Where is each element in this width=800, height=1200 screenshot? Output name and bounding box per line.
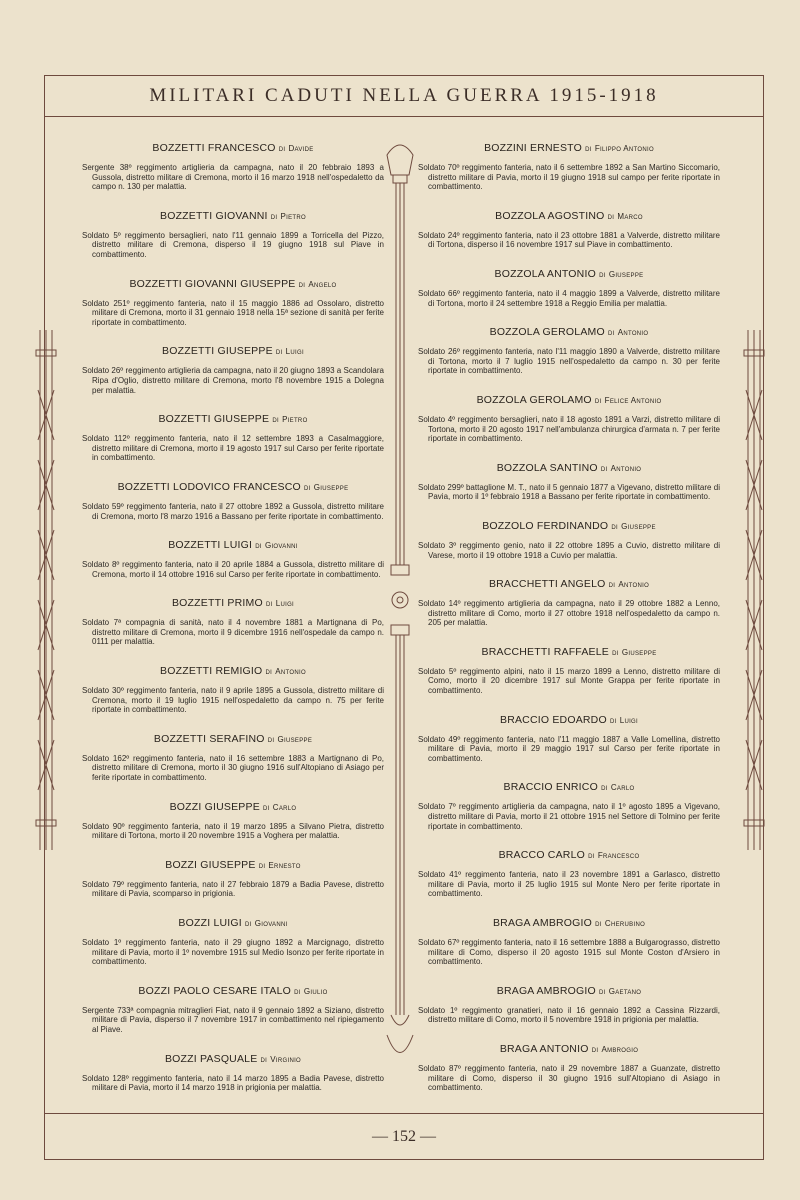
entry-father: Carlo — [610, 783, 635, 793]
entry-father: Antonio — [618, 580, 650, 590]
entry-di: di — [263, 802, 270, 812]
entry-text: Soldato 66º reggimento fanteria, nato il 4 maggio 1899 a Valverde, distretto militare di Tortona, morto il 24 settembre 1918 a Reggio Emilia per malattia. — [418, 288, 720, 308]
entry-di: di — [275, 347, 283, 357]
entry-text: Sergente 733ª compagnia mitraglieri Fiat, nato il 9 gennaio 1892 a Siziano, distretto militare di Pavia, disperso il 7 novembre 1917 in combattimento nel ripiegamento al Piave. — [82, 1005, 384, 1034]
entry-name — [82, 142, 384, 154]
entry-father: Carlo — [272, 802, 297, 812]
entry-father: Filippo Antonio — [594, 144, 654, 153]
entry-father: Cherubino — [604, 919, 646, 928]
entry-di: di — [294, 986, 301, 996]
entry-di: di — [594, 395, 602, 405]
entry-text: Sergente 38º reggimento artiglieria da campagna, nato il 20 febbraio 1893 a Gussola, distretto militare di Cremona, morto il 16 marzo 1918 nell'ospedaletto da campo n. 130 per malattia. — [82, 163, 384, 192]
entry — [418, 917, 720, 967]
entry-di: di — [278, 144, 286, 153]
page-number: — 152 — — [372, 1127, 436, 1145]
entry — [418, 210, 720, 250]
entry-di: di — [267, 734, 275, 744]
entry — [418, 462, 720, 502]
entry-father: Francesco — [597, 851, 640, 861]
entry-name — [418, 462, 720, 474]
entry-name — [418, 714, 720, 726]
entry-surname: BRAGA AMBROGIO — [492, 917, 593, 929]
left-column — [82, 116, 384, 1114]
entry-di: di — [607, 211, 615, 221]
entry — [418, 142, 720, 192]
entry — [82, 801, 384, 841]
entry — [82, 917, 384, 967]
entry-surname: BOZZOLA ANTONIO — [494, 267, 596, 280]
entry-di: di — [585, 144, 592, 153]
entry-surname: BOZZOLA GEROLAMO — [476, 393, 592, 406]
entry — [82, 210, 384, 260]
entry-text: Soldato 70º reggimento fanteria, nato il 6 settembre 1892 a San Martino Siccomario, distretto militare di Pavia, morto il 19 giugno 1918 sul campo per ferite riportate in combattimento. — [418, 163, 720, 192]
entry-surname: BOZZETTI GIUSEPPE — [158, 413, 270, 426]
entry-father: Antonio — [610, 463, 642, 473]
entry-name — [418, 520, 720, 532]
entry — [418, 985, 720, 1025]
entry-di: di — [270, 211, 278, 221]
entry-text: Soldato 79º reggimento fanteria, nato il 27 febbraio 1879 a Badia Pavese, distretto militare di Pavia, scomparso in prigionia. — [82, 879, 384, 899]
entry-text: Soldato 1º reggimento fanteria, nato il 29 giugno 1892 a Marcignago, distretto militare di Pavia, morto il 1º novembre 1915 sul Medio Isonzo per ferite riportate in combattimento. — [82, 938, 384, 967]
entry-name — [82, 210, 384, 222]
entry-text: Soldato 59º reggimento fanteria, nato il 27 ottobre 1892 a Gussola, distretto militare di Cremona, morto l'8 marzo 1916 a Bassano per ferite riportate in combattimento. — [82, 501, 384, 521]
entry-text: Soldato 49º reggimento fanteria, nato l'11 maggio 1887 a Valle Lomellina, distretto militare di Pavia, morto il 29 maggio 1917 sul Carso per ferite riportate in combattimento. — [418, 734, 720, 763]
entry-surname: BOZZETTI FRANCESCO — [152, 142, 276, 154]
entry-text: Soldato 162º reggimento fanteria, nato il 16 settembre 1883 a Martignano di Po, distretto militare di Cremona, morto il 30 giugno 1916 sull'Altopiano di Asiago per ferite riportate in combattimento. — [82, 753, 384, 783]
entry-surname: BOZZETTI PRIMO — [171, 597, 263, 610]
entry-father: Giovanni — [264, 541, 298, 551]
entry-name — [418, 326, 720, 338]
entry-di: di — [598, 986, 606, 996]
entry — [418, 326, 720, 376]
entry-surname: BOZZINI ERNESTO — [484, 142, 582, 154]
entry-father: Giuseppe — [313, 482, 349, 492]
footer-bar — [45, 1113, 763, 1159]
entry-di: di — [298, 279, 306, 289]
entry-father: Felice Antonio — [604, 395, 662, 405]
entry — [82, 413, 384, 463]
entry-name — [418, 1043, 720, 1055]
entry-text: Soldato 14º reggimento artiglieria da campagna, nato il 29 ottobre 1882 a Lenno, distretto militare di Como, morto il 27 ottobre 1918 nell'ospedaletto da campo n. 205 per malattia. — [418, 599, 720, 628]
entry-father: Ambrogio — [601, 1044, 639, 1054]
entry-text: Soldato 251º reggimento fanteria, nato il 15 maggio 1886 ad Ossolaro, distretto militare di Cremona, morto il 31 gennaio 1918 nella 15ª sezione di sanità per ferite riportate in combattimento. — [82, 298, 384, 327]
entry-father: Marco — [617, 211, 643, 221]
entry-surname: BOZZETTI SERAFINO — [153, 732, 265, 745]
entry-surname: BOZZETTI LODOVICO FRANCESCO — [117, 480, 301, 493]
entry-surname: BRAGA AMBROGIO — [496, 984, 596, 997]
entry-name — [82, 413, 384, 425]
entry-father: Giuseppe — [277, 734, 313, 744]
entry — [418, 394, 720, 444]
entry-surname: BRACCHETTI ANGELO — [488, 578, 606, 591]
entry-di: di — [258, 860, 266, 870]
entry-di: di — [595, 919, 602, 928]
entry — [418, 520, 720, 560]
entry-name — [82, 481, 384, 493]
entry-name — [82, 733, 384, 745]
entry — [82, 985, 384, 1035]
entry-name — [418, 268, 720, 280]
entry-surname: BRACCHETTI RAFFAELE — [481, 645, 609, 658]
entry-text: Soldato 26º reggimento artiglieria da campagna, nato il 20 giugno 1893 a Scandolara Ripa d'Oglio, distretto militare di Cremona, morto l'8 novembre 1915 a Dolegna per malattia. — [82, 366, 384, 395]
entry-text: Soldato 7ª compagnia di sanità, nato il 4 novembre 1881 a Martignana di Po, distretto militare di Cremona, morto il 9 dicembre 1916 nell'ospedale da campo n. 0111 per malattia. — [82, 618, 384, 647]
entry-di: di — [265, 599, 273, 609]
entry-di: di — [265, 667, 273, 677]
entry-text: Soldato 299º battaglione M. T., nato il 5 gennaio 1877 a Vigevano, distretto militare di Pavia, morto il 1º febbraio 1918 a Bassano per ferite riportate in combattimento. — [418, 482, 720, 502]
entry-name — [82, 859, 384, 871]
entry-surname: BOZZI LUIGI — [178, 917, 242, 929]
entry-text: Soldato 30º reggimento fanteria, nato il 9 aprile 1895 a Gussola, distretto militare di Cremona, morto il 19 luglio 1915 nell'ospedaletto da campo n. 75 per ferite riportate in combattimento. — [82, 686, 384, 715]
entry-surname: BOZZI PAOLO CESARE ITALO — [138, 984, 292, 997]
entry-di: di — [601, 783, 608, 793]
entry-surname: BOZZI GIUSEPPE — [165, 858, 256, 871]
entry-text: Soldato 3º reggimento genio, nato il 22 ottobre 1895 a Cuvio, distretto militare di Varese, morto il 19 ottobre 1918 a Cuvio per malattia. — [418, 540, 720, 560]
entry-di: di — [588, 851, 595, 861]
entry-name — [418, 917, 720, 929]
entry-father: Ernesto — [268, 860, 301, 870]
entry-di: di — [599, 269, 606, 279]
entry-surname: BOZZETTI LUIGI — [168, 539, 253, 552]
entry-father: Angelo — [308, 279, 337, 289]
entry-text: Soldato 90º reggimento fanteria, nato il 19 marzo 1895 a Silvano Pietra, distretto militare di Tortona, morto il 20 novembre 1915 a Voghera per malattia. — [82, 821, 384, 841]
entry-name — [82, 539, 384, 551]
entry-name — [82, 345, 384, 357]
entry — [82, 1053, 384, 1093]
entry — [418, 714, 720, 764]
entry — [82, 481, 384, 521]
entry-surname: BRACCIO EDOARDO — [499, 713, 607, 726]
entry-di: di — [260, 1054, 268, 1064]
central-fasces-ornament — [383, 135, 417, 1070]
entry-father: Giovanni — [254, 919, 288, 928]
entry-name — [82, 665, 384, 677]
entry — [82, 142, 384, 192]
entry-text: Soldato 24º reggimento fanteria, nato il 23 ottobre 1881 a Valverde, distretto militare di Tortona, disperso il 16 novembre 1917 sul Piave in combattimento. — [418, 230, 720, 250]
entry-surname: BOZZI GIUSEPPE — [169, 800, 260, 813]
entry-surname: BOZZETTI REMIGIO — [160, 665, 263, 678]
entry — [82, 597, 384, 647]
page-title: MILITARI CADUTI NELLA GUERRA 1915-1918 — [149, 85, 659, 106]
entry — [418, 268, 720, 308]
entry-di: di — [304, 482, 311, 492]
entry-surname: BOZZETTI GIUSEPPE — [162, 345, 273, 358]
entry-di: di — [608, 580, 616, 590]
entry-text: Soldato 5º reggimento bersaglieri, nato l'11 gennaio 1899 a Torricella del Pizzo, distretto militare di Cremona, disperso il 19 giugno 1918 sul Piave in combattimento. — [82, 230, 384, 259]
entry-text: Soldato 8º reggimento fanteria, nato il 20 aprile 1884 a Gussola, distretto militare di Cremona, morto il 14 ottobre 1916 sul Carso per ferite riportate in combattimento. — [82, 560, 384, 579]
entry-text: Soldato 26º reggimento fanteria, nato l'11 maggio 1890 a Valverde, distretto militare di Tortona, morto il 7 luglio 1915 nell'ospedaletto da campo n. 30 per ferite riportate in combattimento. — [418, 347, 720, 376]
entry-father: Giulio — [303, 986, 328, 996]
entry — [418, 849, 720, 899]
entry-surname: BRACCO CARLO — [498, 849, 585, 862]
entry-name — [82, 985, 384, 997]
entry-text: Soldato 5º reggimento alpini, nato il 15 marzo 1899 a Lenno, distretto militare di Como, morto il 20 dicembre 1917 sul Monte Grappa per ferite riportate in combattimento. — [418, 666, 720, 696]
entry-surname: BOZZETTI GIOVANNI — [160, 209, 268, 222]
entry-di: di — [591, 1044, 599, 1054]
entry-surname: BRACCIO ENRICO — [503, 781, 598, 794]
entry-father: Luigi — [285, 347, 304, 357]
entry-surname: BOZZOLA GEROLAMO — [489, 326, 605, 339]
entry-father: Antonio — [617, 328, 649, 338]
entry-text: Soldato 41º reggimento fanteria, nato il 23 novembre 1891 a Garlasco, distretto militare di Pavia, morto il 25 luglio 1915 sul Monte Nero per ferite riportate in combattimento. — [418, 870, 720, 899]
entry-di: di — [609, 715, 617, 725]
entry-father: Giuseppe — [621, 647, 657, 657]
entry-name — [418, 646, 720, 658]
right-column — [418, 116, 720, 1114]
entry — [82, 665, 384, 715]
entry-name — [418, 849, 720, 861]
entry-name — [82, 1053, 384, 1065]
entry-di: di — [272, 415, 279, 425]
title-bar — [45, 76, 763, 117]
entry-name — [418, 985, 720, 997]
entry-name — [418, 210, 720, 222]
entry-father: Gaetano — [608, 986, 642, 996]
entry — [418, 578, 720, 628]
entry-father: Pietro — [282, 415, 308, 425]
entry-di: di — [612, 647, 619, 657]
entry-father: Virginio — [270, 1054, 302, 1064]
entry-text: Soldato 67º reggimento fanteria, nato il 16 settembre 1888 a Bulgarograsso, distretto militare di Como, disperso il 20 agosto 1915 sul Monte Coston d'Arsiero in combattimento. — [418, 938, 720, 967]
entry-di: di — [600, 463, 608, 473]
entry-di: di — [255, 541, 262, 551]
entry-name — [418, 142, 720, 154]
entry-di: di — [611, 521, 619, 531]
entry-father: Giuseppe — [621, 521, 656, 531]
entry — [82, 278, 384, 328]
entry-surname: BOZZI PASQUALE — [164, 1052, 258, 1065]
entry-surname: BOZZOLA AGOSTINO — [495, 209, 605, 222]
entry-name — [82, 597, 384, 609]
entry-father: Luigi — [619, 715, 638, 725]
entry-text: Soldato 112º reggimento fanteria, nato il 12 settembre 1893 a Casalmaggiore, distretto militare di Cremona, morto il 19 agosto 1917 sul Carso per ferite riportate in combattimento. — [82, 434, 384, 463]
entry-father: Davide — [288, 144, 314, 153]
entry — [82, 539, 384, 579]
entry — [418, 646, 720, 696]
entry-surname: BRAGA ANTONIO — [499, 1042, 589, 1055]
entry-name — [418, 781, 720, 793]
entry — [82, 733, 384, 783]
entry-di: di — [245, 919, 252, 928]
entry — [82, 859, 384, 899]
entry-name — [418, 394, 720, 406]
entry-father: Luigi — [275, 599, 295, 609]
entry-text: Soldato 4º reggimento bersaglieri, nato il 18 agosto 1891 a Varzi, distretto militare di Tortona, morto il 20 agosto 1917 nell'ambulanza chirurgica d'armata n. 7 per ferite riportate in combattimento. — [418, 414, 720, 444]
entry-text: Soldato 7º reggimento artiglieria da campagna, nato il 1º agosto 1895 a Vigevano, distretto militare di Pavia, morto il 21 ottobre 1915 nel Settore di Tolmino per ferite riportate in combattimento. — [418, 802, 720, 831]
entry — [418, 1043, 720, 1093]
entry-father: Giuseppe — [608, 269, 644, 279]
entry-father: Pietro — [280, 211, 306, 221]
entry-text: Soldato 87º reggimento fanteria, nato il 29 novembre 1887 a Guanzate, distretto militare di Como, disperso il 30 giugno 1916 sull'Altopiano di Asiago in combattimento. — [418, 1063, 720, 1093]
entry-name — [418, 578, 720, 590]
entry-name — [82, 278, 384, 290]
entry-text: Soldato 128º reggimento fanteria, nato il 14 marzo 1895 a Badia Pavese, distretto militare di Pavia, morto il 14 marzo 1918 in prigionia per malattia. — [82, 1073, 384, 1093]
entry-di: di — [607, 328, 615, 338]
entry-name — [82, 917, 384, 929]
entry-surname: BOZZOLO FERDINANDO — [482, 519, 609, 532]
entry-text: Soldato 1º reggimento granatieri, nato il 16 gennaio 1892 a Cassina Rizzardi, distretto militare di Como, morto il 5 novembre 1918 in prigionia per malattia. — [418, 1005, 720, 1025]
entry-surname: BOZZETTI GIOVANNI GIUSEPPE — [129, 277, 296, 290]
entry-surname: BOZZOLA SANTINO — [496, 461, 598, 474]
entry — [418, 781, 720, 831]
entry — [82, 345, 384, 395]
entry-father: Antonio — [275, 667, 306, 677]
entry-name — [82, 801, 384, 813]
